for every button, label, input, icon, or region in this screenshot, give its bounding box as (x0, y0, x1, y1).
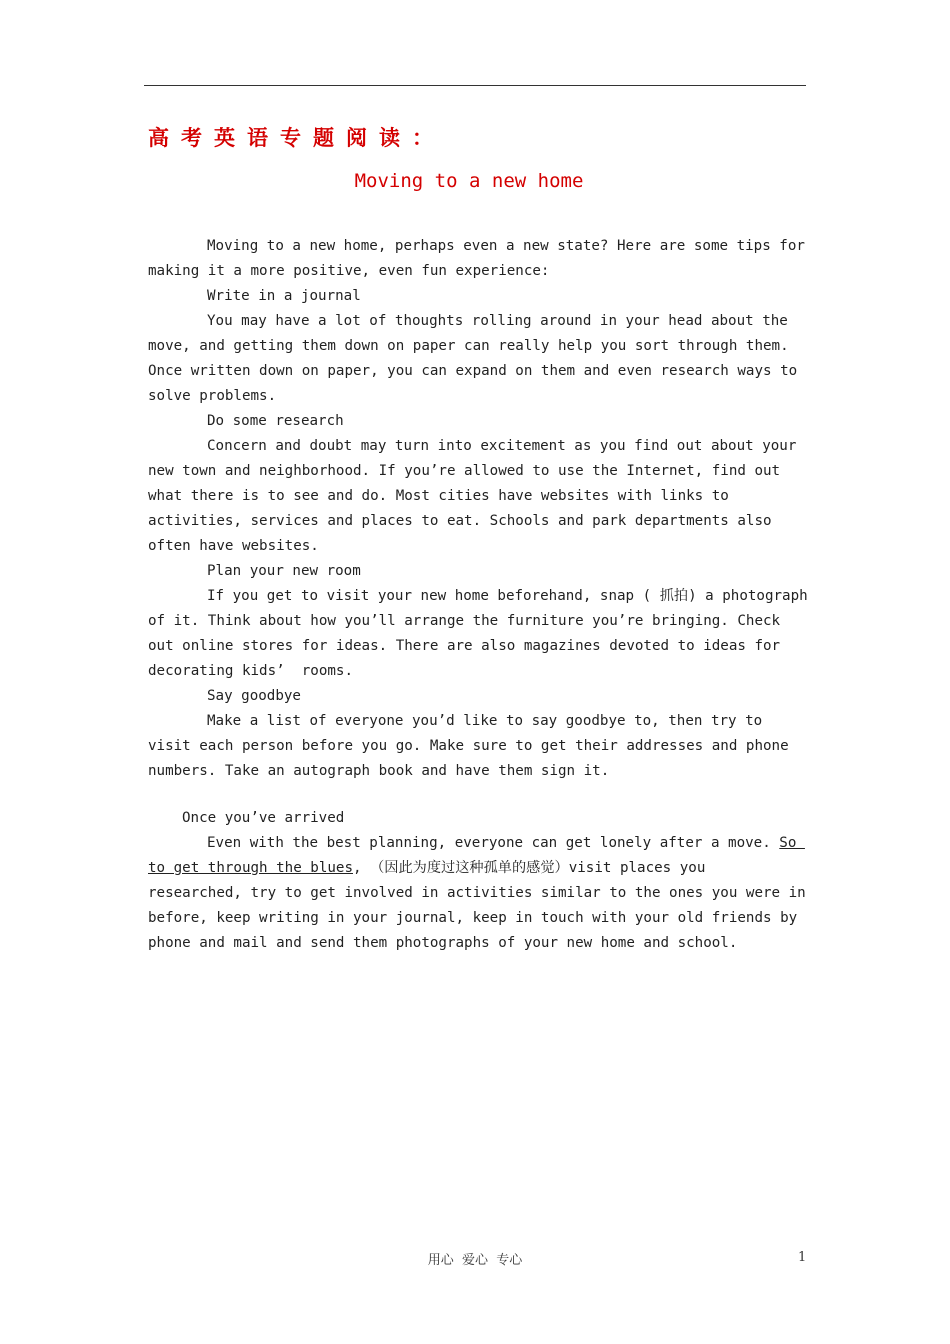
paragraph-line: of it. Think about how you’ll arrange the furniture you’re bringing. Check (148, 613, 781, 629)
article-title: Moving to a new home (354, 170, 584, 192)
paragraph-line: decorating kids’ rooms. (148, 663, 353, 679)
paragraph-line: numbers. Take an autograph book and have them sign it. (148, 763, 610, 779)
paragraph-line: activities, services and places to eat. Schools and park departments also (148, 513, 772, 529)
page-heading: 高考英语专题阅读： (148, 125, 445, 150)
paragraph-line: often have websites. (148, 538, 319, 554)
paragraph-line: making it a more positive, even fun experience: (148, 263, 550, 279)
paragraph-line: researched, try to get involved in activities similar to the ones you were in (148, 885, 806, 901)
line-text: , （因此为度过这种孤单的感觉）visit places you (353, 860, 706, 876)
paragraph-line: You may have a lot of thoughts rolling around in your head about the (207, 313, 788, 329)
paragraph-line: out online stores for ideas. There are also magazines devoted to ideas for (148, 638, 781, 654)
paragraph-line: Make a list of everyone you’d like to say goodbye to, then try to (207, 713, 763, 729)
underlined-phrase: So (779, 835, 805, 851)
paragraph-line: before, keep writing in your journal, keep in touch with your old friends by (148, 910, 798, 926)
section-heading-goodbye: Say goodbye (207, 688, 301, 704)
section-heading-journal: Write in a journal (207, 288, 361, 304)
paragraph-line: Concern and doubt may turn into excitement as you find out about your (207, 438, 797, 454)
section-heading-research: Do some research (207, 413, 344, 429)
section-heading-arrived: Once you’ve arrived (182, 810, 345, 826)
header-rule (144, 85, 806, 86)
paragraph-line (148, 831, 808, 856)
paragraph-line: phone and mail and send them photographs of your new home and school. (148, 935, 738, 951)
paragraph-line: move, and getting them down on paper can really help you sort through them. (148, 338, 789, 354)
paragraph-line: solve problems. (148, 388, 277, 404)
paragraph-line (148, 856, 808, 881)
page-number: 1 (798, 1250, 807, 1265)
line-text: Even with the best planning, everyone can get lonely after a move. (207, 835, 780, 851)
underlined-phrase: to get through the blues (148, 860, 353, 876)
section-heading-room: Plan your new room (207, 563, 361, 579)
paragraph-line: If you get to visit your new home beforehand, snap ( 抓拍) a photograph (207, 588, 808, 604)
paragraph-line: Moving to a new home, perhaps even a new state? Here are some tips for (207, 238, 805, 254)
paragraph-line: Once written down on paper, you can expand on them and even research ways to (148, 363, 798, 379)
footer-text: 用心 爱心 专心 (427, 1253, 523, 1268)
article-body (148, 234, 808, 956)
paragraph-line: new town and neighborhood. If you’re allowed to use the Internet, find out (148, 463, 781, 479)
paragraph-line: what there is to see and do. Most cities have websites with links to (148, 488, 729, 504)
paragraph-line: visit each person before you go. Make sure to get their addresses and phone (148, 738, 789, 754)
